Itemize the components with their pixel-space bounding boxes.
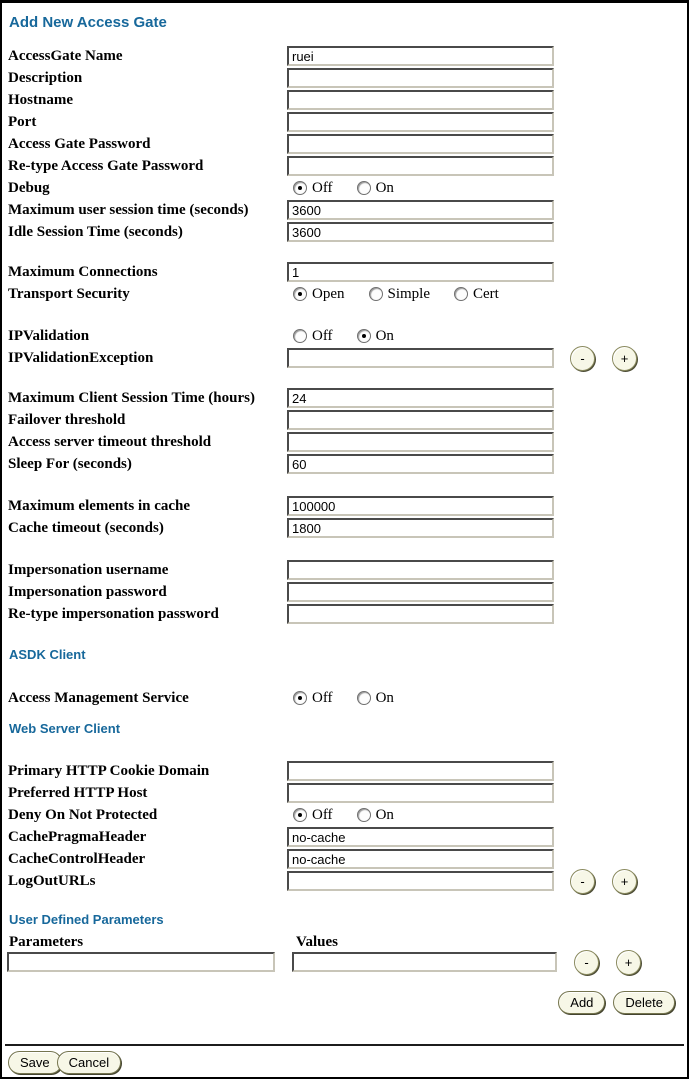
- form-row-primary-http-cookie-domain: [2, 760, 687, 782]
- form-row-cachecontrolheader: [2, 848, 687, 870]
- access-management-service-on-radio[interactable]: [357, 691, 371, 705]
- transport-security-option-cert: [454, 286, 499, 303]
- debug-off-radio[interactable]: [293, 181, 307, 195]
- form-row-impersonation-password: [2, 581, 687, 603]
- retype-access-gate-password-label: Re-type Access Gate Password: [8, 157, 204, 174]
- form-row-maximum-connections: [2, 261, 687, 283]
- deny-on-not-protected-option-off: [293, 807, 333, 824]
- form-row-cachepragmaheader: [2, 826, 687, 848]
- form-row-logouturls: [2, 870, 687, 892]
- parameters-column-label: Parameters: [9, 933, 84, 950]
- ipvalidation-radio-group: [287, 328, 418, 345]
- maximum-client-session-time-input[interactable]: [287, 388, 554, 408]
- debug-option-on: [357, 180, 394, 197]
- sleep-for-input[interactable]: [287, 454, 554, 474]
- form-row-maximum-client-session-time: [2, 387, 687, 409]
- ipvalidationexception-add-button[interactable]: +: [612, 346, 637, 371]
- spacer: [2, 243, 687, 261]
- section-heading-web-server-client: Web Server Client: [9, 721, 121, 736]
- cachecontrolheader-label: CacheControlHeader: [8, 850, 146, 867]
- failover-threshold-input[interactable]: [287, 410, 554, 430]
- form-row-accessgate-name: [2, 45, 687, 67]
- idle-session-time-input[interactable]: [287, 222, 554, 242]
- form-row-retype-impersonation-password: [2, 603, 687, 625]
- values-add-button[interactable]: +: [616, 950, 641, 975]
- footer-actions: [8, 1051, 687, 1074]
- debug-option-off: [293, 180, 333, 197]
- form-row-idle-session-time: [2, 221, 687, 243]
- access-server-timeout-threshold-input[interactable]: [287, 432, 554, 452]
- transport-security-simple-radio-label: Simple: [387, 285, 431, 302]
- retype-impersonation-password-input[interactable]: [287, 604, 554, 624]
- ipvalidation-option-off: [293, 328, 333, 345]
- ipvalidation-off-radio-label: Off: [312, 327, 333, 344]
- logouturls-label: LogOutURLs: [8, 872, 96, 889]
- ipvalidationexception-input[interactable]: [287, 348, 554, 368]
- values-remove-button[interactable]: -: [574, 950, 599, 975]
- retype-impersonation-password-label: Re-type impersonation password: [8, 605, 219, 622]
- logouturls-add-button[interactable]: +: [612, 869, 637, 894]
- transport-security-cert-radio[interactable]: [454, 287, 468, 301]
- access-management-service-option-on: [357, 690, 394, 707]
- impersonation-password-input[interactable]: [287, 582, 554, 602]
- add-button[interactable]: Add: [558, 991, 605, 1014]
- debug-radio-group: [287, 180, 418, 197]
- cachepragmaheader-input[interactable]: [287, 827, 554, 847]
- spacer: [2, 305, 687, 325]
- deny-on-not-protected-radio-group: [287, 807, 418, 824]
- access-management-service-radio-group: [287, 690, 418, 707]
- hostname-label: Hostname: [8, 91, 73, 108]
- values-column-label: Values: [296, 933, 338, 950]
- transport-security-open-radio[interactable]: [293, 287, 307, 301]
- port-input[interactable]: [287, 112, 554, 132]
- section-heading-user-defined-parameters: User Defined Parameters: [9, 912, 164, 927]
- description-label: Description: [8, 69, 83, 86]
- cachecontrolheader-input[interactable]: [287, 849, 554, 869]
- deny-on-not-protected-off-radio-label: Off: [312, 806, 333, 823]
- accessgate-name-input[interactable]: [287, 46, 554, 66]
- access-management-service-off-radio-label: Off: [312, 689, 333, 706]
- form-row-description: [2, 67, 687, 89]
- transport-security-label: Transport Security: [8, 285, 130, 302]
- failover-threshold-label: Failover threshold: [8, 411, 126, 428]
- ipvalidation-label: IPValidation: [8, 327, 90, 344]
- access-gate-password-label: Access Gate Password: [8, 135, 151, 152]
- retype-access-gate-password-input[interactable]: [287, 156, 554, 176]
- deny-on-not-protected-on-radio-label: On: [375, 806, 394, 823]
- form-row-preferred-http-host: [2, 782, 687, 804]
- cachepragmaheader-label: CachePragmaHeader: [8, 828, 147, 845]
- maximum-client-session-time-label: Maximum Client Session Time (hours): [8, 389, 255, 406]
- idle-session-time-label: Idle Session Time (seconds): [8, 223, 183, 240]
- form-row-debug: [2, 177, 687, 199]
- logouturls-input[interactable]: [287, 871, 554, 891]
- transport-security-option-open: [293, 286, 345, 303]
- maximum-connections-input[interactable]: [287, 262, 554, 282]
- ipvalidationexception-remove-button[interactable]: -: [570, 346, 595, 371]
- transport-security-radio-group: [287, 286, 523, 303]
- ipvalidation-off-radio[interactable]: [293, 329, 307, 343]
- ipvalidation-on-radio-label: On: [375, 327, 394, 344]
- primary-http-cookie-domain-label: Primary HTTP Cookie Domain: [8, 762, 210, 779]
- form-row-port: [2, 111, 687, 133]
- form-row-maximum-user-session-time: [2, 199, 687, 221]
- access-management-service-off-radio[interactable]: [293, 691, 307, 705]
- access-management-service-on-radio-label: On: [375, 689, 394, 706]
- section-heading-asdk-client: ASDK Client: [9, 647, 86, 662]
- deny-on-not-protected-label: Deny On Not Protected: [8, 806, 158, 823]
- debug-label: Debug: [8, 179, 50, 196]
- impersonation-password-label: Impersonation password: [8, 583, 167, 600]
- form-row-cache-timeout: [2, 517, 687, 539]
- cache-timeout-input[interactable]: [287, 518, 554, 538]
- maximum-user-session-time-label: Maximum user session time (seconds): [8, 201, 249, 218]
- impersonation-username-input[interactable]: [287, 560, 554, 580]
- logouturls-remove-button[interactable]: -: [570, 869, 595, 894]
- parameters-input[interactable]: [7, 952, 275, 972]
- form-row-deny-on-not-protected: [2, 804, 687, 826]
- cache-timeout-label: Cache timeout (seconds): [8, 519, 164, 536]
- cancel-button[interactable]: Cancel: [57, 1051, 121, 1074]
- hostname-input[interactable]: [287, 90, 554, 110]
- primary-http-cookie-domain-input[interactable]: [287, 761, 554, 781]
- form-row-failover-threshold: [2, 409, 687, 431]
- impersonation-username-label: Impersonation username: [8, 561, 169, 578]
- maximum-elements-in-cache-label: Maximum elements in cache: [8, 497, 191, 514]
- access-management-service-option-off: [293, 690, 333, 707]
- form-row-ipvalidation: [2, 325, 687, 347]
- maximum-elements-in-cache-input[interactable]: [287, 496, 554, 516]
- form-body: [2, 45, 687, 928]
- debug-on-radio-label: On: [375, 179, 394, 196]
- values-input[interactable]: [292, 952, 557, 972]
- footer-divider: [5, 1044, 684, 1046]
- transport-security-cert-radio-label: Cert: [473, 285, 499, 302]
- access-gate-password-input[interactable]: [287, 134, 554, 154]
- debug-off-radio-label: Off: [312, 179, 333, 196]
- user-defined-params-header: [2, 934, 687, 950]
- deny-on-not-protected-option-on: [357, 807, 394, 824]
- port-label: Port: [8, 113, 37, 130]
- spacer: [2, 369, 687, 387]
- user-defined-params-row: [2, 951, 687, 973]
- spacer: [2, 475, 687, 495]
- form-row-access-management-service: [2, 687, 687, 709]
- form-row-ipvalidationexception: [2, 347, 687, 369]
- preferred-http-host-label: Preferred HTTP Host: [8, 784, 148, 801]
- debug-on-radio[interactable]: [357, 181, 371, 195]
- transport-security-simple-radio[interactable]: [369, 287, 383, 301]
- ipvalidationexception-label: IPValidationException: [8, 349, 154, 366]
- accessgate-name-label: AccessGate Name: [8, 47, 123, 64]
- sleep-for-label: Sleep For (seconds): [8, 455, 132, 472]
- transport-security-open-radio-label: Open: [312, 285, 345, 302]
- form-row-hostname: [2, 89, 687, 111]
- form-row-impersonation-username: [2, 559, 687, 581]
- ipvalidation-option-on: [357, 328, 394, 345]
- maximum-connections-label: Maximum Connections: [8, 263, 158, 280]
- form-row-access-gate-password: [2, 133, 687, 155]
- form-row-access-server-timeout-threshold: [2, 431, 687, 453]
- preferred-http-host-input[interactable]: [287, 783, 554, 803]
- description-input[interactable]: [287, 68, 554, 88]
- form-row-maximum-elements-in-cache: [2, 495, 687, 517]
- param-actions: [2, 991, 675, 1014]
- form-row-retype-access-gate-password: [2, 155, 687, 177]
- maximum-user-session-time-input[interactable]: [287, 200, 554, 220]
- access-server-timeout-threshold-label: Access server timeout threshold: [8, 433, 212, 450]
- delete-button[interactable]: Delete: [613, 991, 675, 1014]
- save-button[interactable]: Save: [8, 1051, 62, 1074]
- ipvalidation-on-radio[interactable]: [357, 329, 371, 343]
- deny-on-not-protected-on-radio[interactable]: [357, 808, 371, 822]
- page-title: Add New Access Gate: [9, 14, 167, 31]
- form-row-sleep-for: [2, 453, 687, 475]
- transport-security-option-simple: [369, 286, 431, 303]
- access-management-service-label: Access Management Service: [8, 689, 189, 706]
- form-row-transport-security: [2, 283, 687, 305]
- deny-on-not-protected-off-radio[interactable]: [293, 808, 307, 822]
- spacer: [2, 539, 687, 559]
